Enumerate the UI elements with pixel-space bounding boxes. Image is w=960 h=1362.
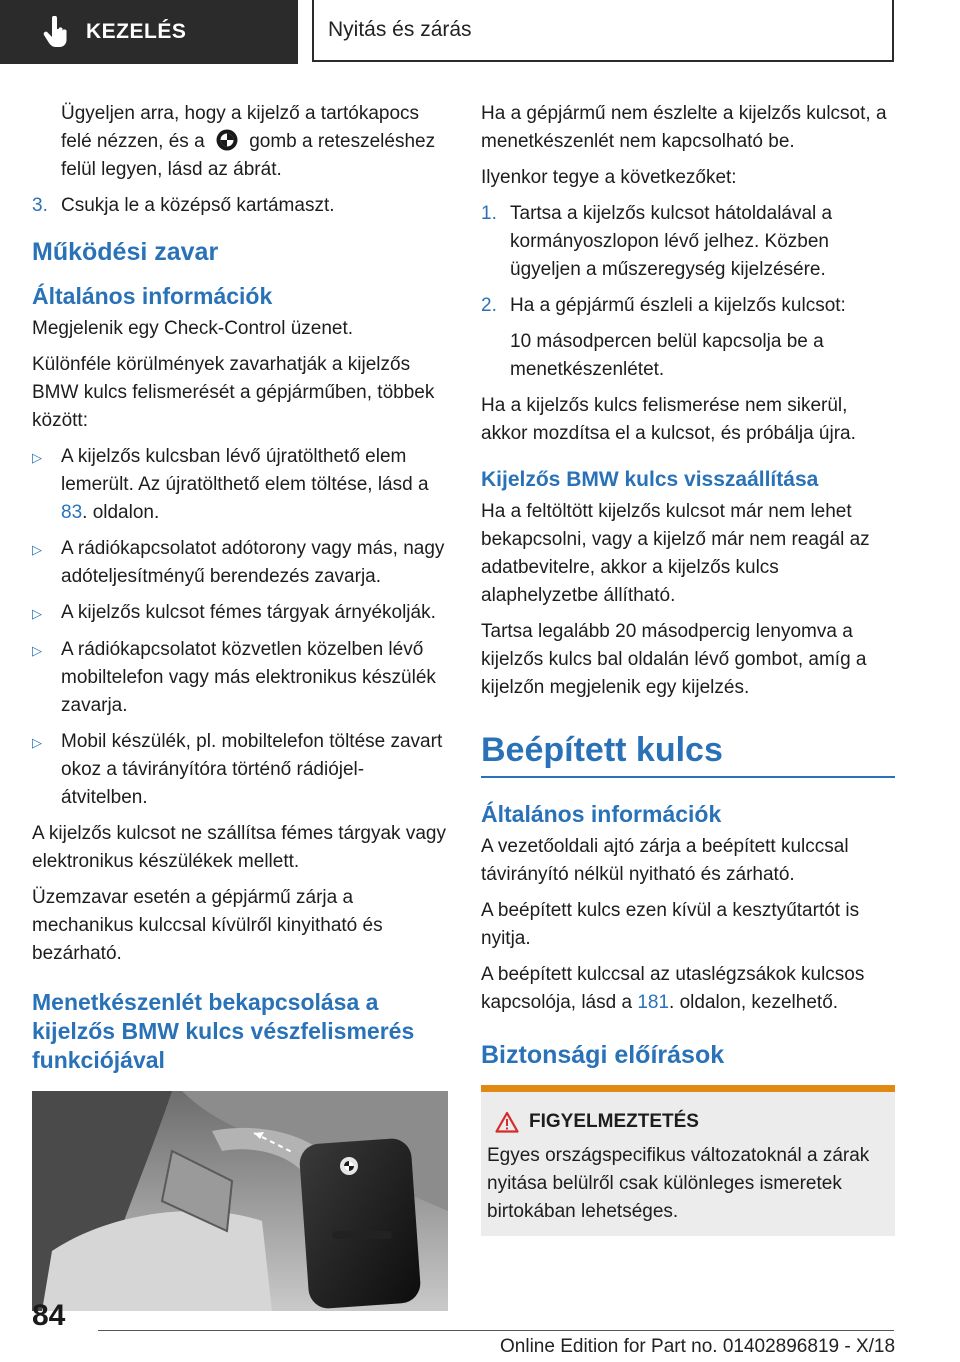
step-1 xyxy=(481,200,895,284)
section-tab xyxy=(0,0,298,64)
footer-divider xyxy=(98,1330,894,1331)
paragraph-kesztyutarto: A beépített kulcs ezen kívül a kesztyűtartót is nyitja. xyxy=(481,900,860,949)
triangle-bullet-icon: ▷ xyxy=(32,542,42,557)
paragraph-uzemzavar: Üzemzavar esetén a gépjármű zárja a mechanikus kulccsal kívülről kinyitható és bezárható. xyxy=(32,887,383,964)
bmw-logo-icon xyxy=(216,129,238,151)
warning-header xyxy=(487,1108,887,1136)
step-number: 2. xyxy=(481,295,497,316)
bullet-item: ▷ Mobil készülék, pl. mobiltelefon töltése zavart okoz a távirányítóra történő rádiójel-átvitelben. xyxy=(32,728,450,812)
left-column xyxy=(32,100,450,1311)
paragraph-femes: A kijelzős kulcsot ne szállítsa fémes tárgyak vagy elektronikus készülékek mellett. xyxy=(32,823,446,872)
triangle-bullet-icon: ▷ xyxy=(32,606,42,621)
key-in-holder-photo xyxy=(32,1091,448,1311)
bullet-item: ▷ A rádiókapcsolatot közvetlen közelben lévő mobiltelefon vagy más elektronikus készülék zavarja. xyxy=(32,636,450,720)
triangle-bullet-icon: ▷ xyxy=(32,735,42,750)
continued-paragraph: Ügyeljen arra, hogy a kijelző a tartókapocs felé nézzen, és a gomb a reteszeléshez felül legyen, lásd az ábrát. xyxy=(61,103,436,180)
edition-note: Online Edition for Part no. 01402896819 - X/18 xyxy=(500,1336,896,1357)
warning-box xyxy=(481,1085,895,1236)
step-text: Csukja le a középső kartámaszt. xyxy=(61,195,335,216)
page-number: 84 xyxy=(32,1299,66,1332)
paragraph-ilyenkor: Ilyenkor tegye a következőket: xyxy=(481,167,737,188)
heading-biztonsagi-eloirasok: Biztonsági előírások xyxy=(481,1041,725,1069)
hand-pointer-icon xyxy=(42,16,70,48)
paragraph-sikerul: Ha a kijelzős kulcs felismerése nem sikerül, akkor mozdítsa el a kulcsot, és próbálja újra. xyxy=(481,395,856,444)
paragraph-utaslegzsak: A beépített kulccsal az utaslégzsákok kulcsos kapcsolója, lásd a 181. oldalon, kezelhető. xyxy=(481,964,865,1013)
step-3 xyxy=(32,192,450,220)
warning-title: FIGYELMEZTETÉS xyxy=(529,1111,699,1132)
heading-altalanos-informaciok: Általános információk xyxy=(32,283,273,309)
triangle-bullet-icon: ▷ xyxy=(32,643,42,658)
step-number: 1. xyxy=(481,203,497,224)
triangle-bullet-icon: ▷ xyxy=(32,450,42,465)
heading-visszaallitas: Kijelzős BMW kulcs visszaállítása xyxy=(481,468,819,491)
section-label: KEZELÉS xyxy=(86,20,187,43)
step-text: Tartsa a kijelzős kulcsot hátoldalával a kormányoszlopon lévő jelhez. Közben ügyeljen a műszeregység kijelzésére. xyxy=(510,203,833,280)
paragraph-nem-eszlelte: Ha a gépjármű nem észlelte a kijelzős kulcsot, a menetkészenlét nem kapcsolható be. xyxy=(481,103,887,152)
step-number: 3. xyxy=(32,195,48,216)
bullet-item: ▷ A rádiókapcsolatot adótorony vagy más, nagy adóteljesítményű berendezés zavarja. xyxy=(32,535,450,591)
chapter-title-box xyxy=(312,0,894,62)
paragraph-feltoltott: Ha a feltöltött kijelzős kulcsot már nem lehet bekapcsolni, vagy a kijelző már nem reagál az adatbevitelre, akkor a kijelzős kulcs alaphelyzetbe állítható. xyxy=(481,501,870,606)
paragraph-tartsa: Tartsa legalább 20 másodpercig lenyomva a kijelzős kulcs bal oldalán lévő gombot, amíg a kijelzőn megjelenik egy kijelzés. xyxy=(481,621,867,698)
page-link-181[interactable]: 181 xyxy=(637,992,670,1013)
step-2-detail: 10 másodpercen belül kapcsolja be a menetkészenlétet. xyxy=(510,331,824,380)
bullet-item: ▷ A kijelzős kulcsban lévő újratölthető elem lemerült. Az újratölthető elem töltése, lásd a 83. oldalon. xyxy=(32,443,450,527)
paragraph-kulonfele: Különféle körülmények zavarhatják a kijelzős BMW kulcs felismerését a gépjárműben, többek között: xyxy=(32,354,435,431)
page-link-83[interactable]: 83 xyxy=(61,502,83,523)
heading-altalanos-informaciok-2: Általános információk xyxy=(481,801,722,827)
right-column xyxy=(481,100,895,1236)
paragraph-check-control: Megjelenik egy Check-Control üzenet. xyxy=(32,318,354,339)
heading-beepitett-kulcs: Beépített kulcs xyxy=(481,728,895,778)
step-text: Ha a gépjármű észleli a kijelzős kulcsot: xyxy=(510,295,846,316)
paragraph-vezetooldali: A vezetőoldali ajtó zárja a beépített kulccsal távirányító nélkül nyitható és zárható. xyxy=(481,836,849,885)
warning-triangle-icon xyxy=(495,1111,519,1133)
step-2 xyxy=(481,292,895,320)
heading-mukodesi-zavar: Működési zavar xyxy=(32,238,219,266)
chapter-title: Nyitás és zárás xyxy=(328,18,472,41)
warning-text: Egyes országspecifikus változatoknál a zárak nyitása belülről csak különleges ismeretek birtokában lehetséges. xyxy=(487,1145,870,1222)
bullet-item: ▷ A kijelzős kulcsot fémes tárgyak árnyékolják. xyxy=(32,599,450,628)
heading-menetkeszenlet: Menetkészenlét bekapcsolása a kijelzős BMW kulcs vészfelismerés funkciójával xyxy=(32,989,415,1073)
